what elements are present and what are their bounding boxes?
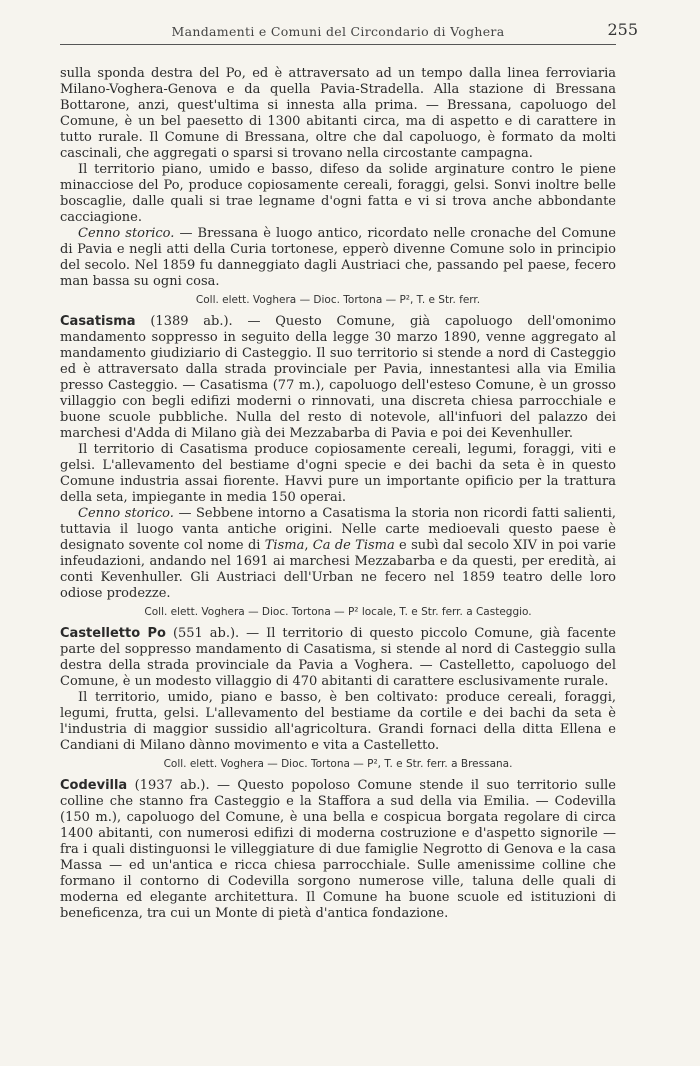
casatisma-history-sep: , xyxy=(304,538,313,553)
castelletto-entry xyxy=(60,626,616,690)
bressana-history-paragraph xyxy=(60,226,616,290)
codevilla-heading: Codevilla xyxy=(60,778,128,793)
castelletto-paragraph-2: Il territorio, umido, piano e basso, è ben coltivato: produce cereali, foraggi, legumi, frutta, gelsi. L'allevamento del bestiame da cortile e dei bachi da seta è l'industria di maggior sussidio all'agricoltura. Grandi fornaci della ditta Ellena e Candiani di Milano dànno movimento e vita a Castelletto. xyxy=(60,690,616,753)
casatisma-history-paragraph xyxy=(60,506,616,602)
castelletto-paragraph-1: (551 ab.). — Il territorio di questo piccolo Comune, già facente parte del soppresso mandamento di Casatisma, si stende al nord di Casteggio sulla destra della strada provinciale da Pavia a Voghera. — Castelletto, capoluogo del Comune, è un modesto villaggio di 470 abitanti di carattere esclusivamente rurale. xyxy=(60,626,617,689)
codevilla-paragraph-1: (1937 ab.). — Questo popoloso Comune stende il suo territorio sulle colline che stanno fra Casteggio e la Staffora a sud della via Emilia. — Codevilla (150 m.), capoluogo del Comune, è una bella e cospicua borgata regolare di circa 1400 abitanti, con numerosi edifizi di moderna costruzione e d'aspetto signorile — fra i quali distinguonsi le villeggiature di due famiglie Negrotto di Genova e la casa Massa — ed un'antica e ricca chiesa parrocchiale. Sulle amenissime colline che formano il contorno di Codevilla sorgono numerose ville, taluna delle quali di moderna ed elegante architettura. Il Comune ha buone scuole ed istituzioni di beneficenza, tra cui un Monte di pietà d'antica fondazione. xyxy=(60,778,616,921)
casatisma-paragraph-2: Il territorio di Casatisma produce copiosamente cereali, legumi, foraggi, viti e gelsi. L'allevamento del bestiame d'ogni specie e dei bachi da seta è in questo Comune industria assai fiorente. Havvi pure un importante opificio per la trattura della seta, impiegante in media 150 operai. xyxy=(60,442,616,505)
running-title: Mandamenti e Comuni del Circondario di Voghera xyxy=(171,24,505,39)
castelletto-electoral-note: Coll. elett. Voghera — Dioc. Tortona — P², T. e Str. ferr. a Bressana. xyxy=(163,758,513,770)
casatisma-electoral-note: Coll. elett. Voghera — Dioc. Tortona — P² locale, T. e Str. ferr. a Casteggio. xyxy=(144,606,532,618)
ca-de-tisma-name: Ca de Tisma xyxy=(312,538,395,553)
cenno-storico-label: Cenno storico. xyxy=(78,226,175,241)
casatisma-entry xyxy=(60,314,616,442)
page-number: 255 xyxy=(607,20,638,39)
codevilla-entry xyxy=(60,778,616,922)
tisma-name: Tisma xyxy=(264,538,305,553)
page-body xyxy=(60,66,616,922)
bressana-paragraph-1: sulla sponda destra del Po, ed è attraversato ad un tempo dalla linea ferroviaria Milano-Voghera-Genova e da quella Pavia-Stradella. Alla stazione di Bressana Bottarone, anzi, quest'ultima si innesta alla prima. — Bressana, capoluogo del Comune, è un bel paesetto di 1300 abitanti circa, ma di aspetto e di carattere in tutto rurale. Il Comune di Bressana, oltre che dal capoluogo, è formato da molti cascinali, che aggregati o sparsi si trovano nella circostante campagna. xyxy=(60,66,616,161)
casatisma-paragraph-1: (1389 ab.). — Questo Comune, già capoluogo dell'omonimo mandamento soppresso in seguito della legge 30 marzo 1890, venne aggregato al mandamento giudiziario di Casteggio. Il suo territorio si stende a nord di Casteggio ed è attraversato dalla strada provinciale per Pavia, innestantesi alla via Emilia presso Casteggio. — Casatisma (77 m.), capoluogo dell'esteso Comune, è un grosso villaggio con begli edifizi moderni o rinnovati, una discreta chiesa parrocchiale e buone scuole pubbliche. Nulla del resto di notevole, all'infuori del palazzo dei marchesi d'Adda di Milano già dei Mezzabarba di Pavia e poi dei Kevenhuller. xyxy=(60,314,616,441)
bressana-electoral-note: Coll. elett. Voghera — Dioc. Tortona — P², T. e Str. ferr. xyxy=(195,294,481,306)
cenno-storico-label: Cenno storico. xyxy=(78,506,174,521)
casatisma-history-text-a: — Sebbene intorno a Casatisma la storia non ricordi fatti salienti, tuttavia il luogo vanta antiche origini. Nelle carte medioevali questo paese è designato sovente col nome di xyxy=(60,506,617,553)
page-header xyxy=(60,20,638,45)
castelletto-heading: Castelletto Po xyxy=(60,626,166,641)
bressana-paragraph-2: Il territorio piano, umido e basso, difeso da solide arginature contro le piene minacciose del Po, produce copiosamente cereali, foraggi, gelsi. Sonvi inoltre belle boscaglie, dalle quali si trae legname d'ogni fatta e vi si trova anche abbondante cacciagione. xyxy=(60,162,616,225)
bressana-history-text: — Bressana è luogo antico, ricordato nelle cronache del Comune di Pavia e negli atti della Curia tortonese, epperò divenne Comune solo in principio del secolo. Nel 1859 fu danneggiato dagli Austriaci che, passando pel paese, fecero man bassa su ogni cosa. xyxy=(60,226,617,289)
casatisma-history-text-c: e subì dal secolo XIV in poi varie infeudazioni, andando nel 1691 ai marchesi Mezzabarba e da questi, per eredità, ai conti Kevenhuller. Gli Austriaci dell'Urban ne fecero nel 1859 teatro delle loro odiose prodezze. xyxy=(60,538,616,601)
casatisma-heading: Casatisma xyxy=(60,314,136,329)
